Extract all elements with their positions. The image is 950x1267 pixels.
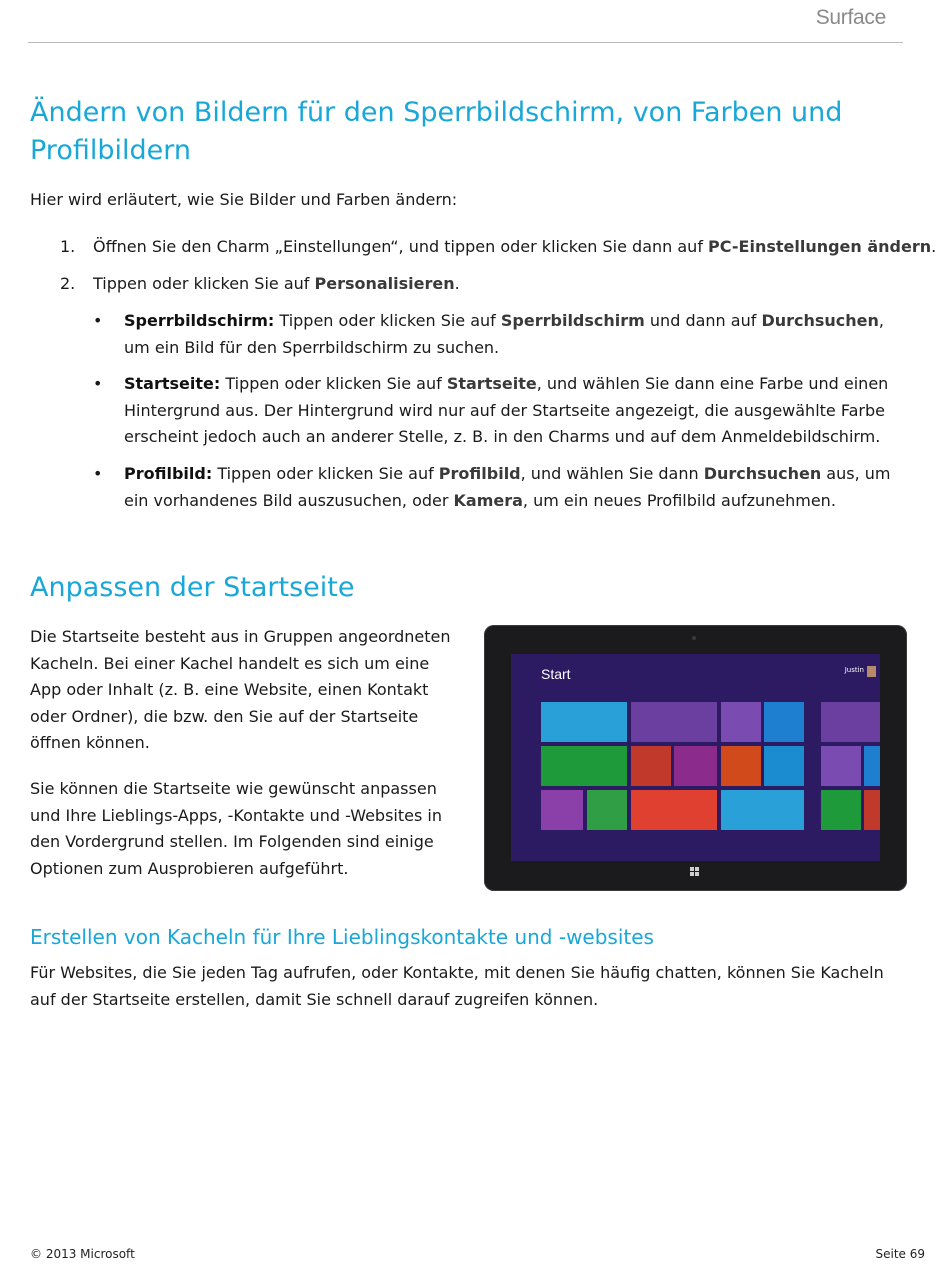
start-tile (821, 790, 861, 830)
bullet-dot: • (93, 464, 103, 483)
start-tile (721, 790, 804, 830)
bullet-dot: • (93, 311, 103, 330)
start-tile (864, 790, 880, 830)
start-tile (864, 746, 880, 786)
start-tile (721, 702, 761, 742)
windows-logo-icon (690, 867, 700, 877)
footer-copyright: © 2013 Microsoft (30, 1247, 135, 1261)
start-tile (674, 746, 717, 786)
intro-text: Hier wird erläutert, wie Sie Bilder und Farben ändern: (30, 190, 458, 209)
customize-description: Sie können die Startseite wie gewünscht anpassen und Ihre Lieblings-Apps, -Kontakte und -Websites in den Vordergrund stellen. Im Folgenden sind einige Optionen zum Ausprobieren aufgeführt. (30, 779, 442, 878)
start-tile (764, 702, 804, 742)
step-number: 2. (60, 274, 76, 293)
tiles-description: Für Websites, die Sie jeden Tag aufrufen, oder Kontakte, mit denen Sie häufig chatten, können Sie Kacheln auf der Startseite erstellen, damit Sie schnell darauf zugreifen können. (30, 963, 884, 1009)
bullet-text: Profilbild: Tippen oder klicken Sie auf Profilbild, und wählen Sie dann Durchsuchen aus, um ein vorhandenes Bild auszusuchen, oder Kamera, um ein neues Profilbild aufzunehmen. (124, 464, 891, 510)
start-description: Die Startseite besteht aus in Gruppen angeordneten Kacheln. Bei einer Kachel handelt es sich um eine App oder Inhalt (z. B. eine Website, einen Kontakt oder Ordner), die bzw. den Sie auf der Startseite öffnen können. (30, 627, 451, 752)
user-avatar (867, 666, 876, 677)
start-tile (821, 746, 861, 786)
step-text: Tippen oder klicken Sie auf Personalisieren. (93, 274, 460, 293)
start-tile (631, 746, 671, 786)
bullet-dot: • (93, 374, 103, 393)
bullet-text: Startseite: Tippen oder klicken Sie auf Startseite, und wählen Sie dann eine Farbe und einen Hintergrund aus. Der Hintergrund wird nur auf der Startseite angezeigt, die ausgewählte Farbe erscheint jedoch auch an anderer Stelle, z. B. in den Charms und auf dem Anmeldebildschirm. (124, 374, 889, 446)
bullet-text: Sperrbildschirm: Tippen oder klicken Sie auf Sperrbildschirm und dann auf Durchsuchen, um ein Bild für den Sperrbildschirm zu suchen. (124, 311, 884, 357)
start-tile (764, 746, 804, 786)
start-tile (541, 702, 627, 742)
camera-dot (692, 636, 696, 640)
start-tile (631, 702, 717, 742)
start-tile (631, 790, 717, 830)
step-number: 1. (60, 237, 76, 256)
start-tile (587, 790, 627, 830)
start-tile (721, 746, 761, 786)
surface-tablet-image (484, 625, 907, 891)
screen-start-label: Start (541, 666, 571, 682)
bullet-startpage (93, 371, 903, 451)
header-divider (28, 42, 903, 43)
section-title-customize-start: Anpassen der Startseite (30, 572, 355, 603)
subsection-title-tiles: Erstellen von Kacheln für Ihre Lieblingskontakte und -websites (30, 925, 654, 949)
brand-logo: Surface (815, 6, 886, 29)
section-title-lockscreen: Ändern von Bildern für den Sperrbildschirm, von Farben und Profilbildern (30, 97, 843, 166)
bullet-lockscreen (93, 308, 903, 361)
start-screen (511, 654, 880, 861)
bullet-profile-picture (93, 461, 903, 514)
step-text: Öffnen Sie den Charm „Einstellungen“, und tippen oder klicken Sie dann auf PC-Einstellungen ändern. (93, 237, 937, 256)
start-tile (821, 702, 880, 742)
footer-page-number: Seite 69 (875, 1247, 925, 1261)
start-tile (541, 790, 583, 830)
start-tile (541, 746, 627, 786)
screen-user-label: Justin (844, 666, 864, 674)
